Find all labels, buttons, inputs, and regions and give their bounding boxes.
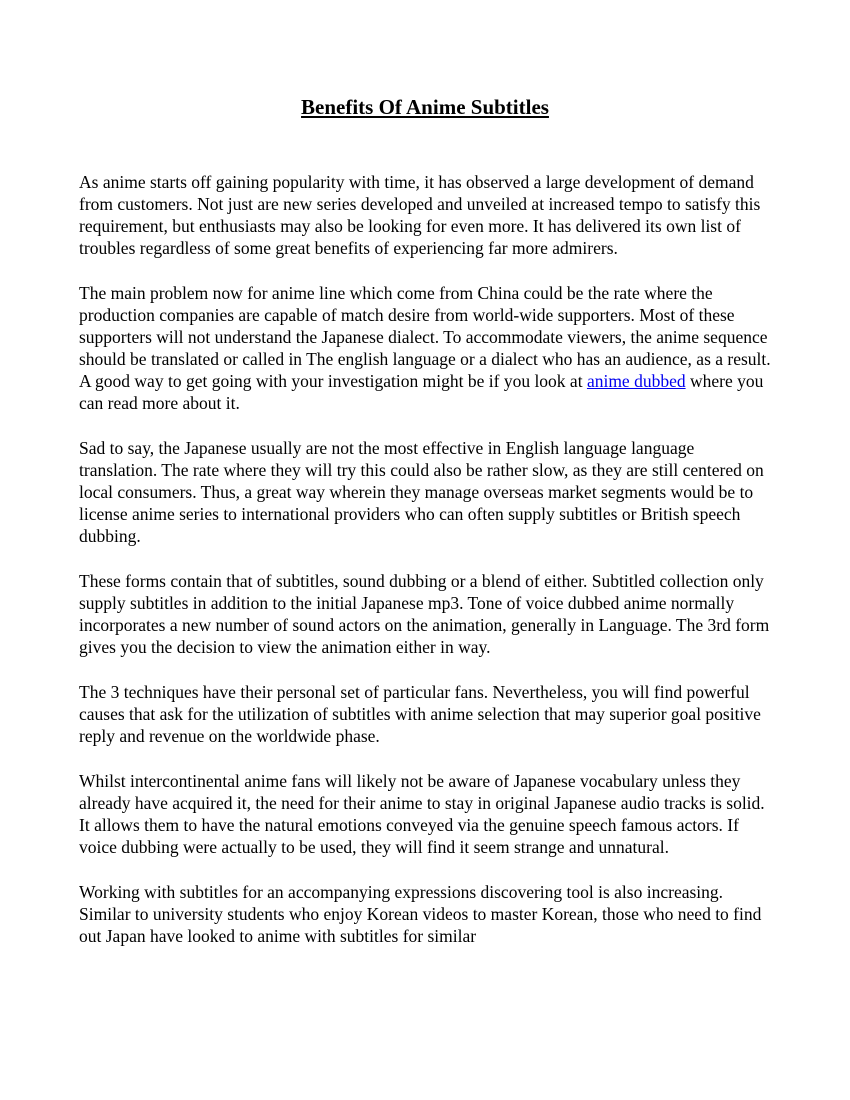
paragraph-main-problem xyxy=(79,282,771,414)
document-title: Benefits Of Anime Subtitles xyxy=(301,95,549,119)
paragraph-intercontinental-fans: Whilst intercontinental anime fans will likely not be aware of Japanese vocabulary unless they already have acquired it, the need for their anime to stay in original Japanese audio tracks is solid. It allows them to have the natural emotions conveyed via the genuine speech famous actors. If voice dubbing were actually to be used, they will find it seem strange and unnatural. xyxy=(79,771,765,857)
paragraph-learning-tool: Working with subtitles for an accompanying expressions discovering tool is also increasing. Similar to university students who enjoy Korean videos to master Korean, those who need to find out Japan have looked to anime with subtitles for similar xyxy=(79,882,762,946)
paragraph-techniques: The 3 techniques have their personal set of particular fans. Nevertheless, you will find powerful causes that ask for the utilization of subtitles with anime selection that may superior goal positive reply and revenue on the worldwide phase. xyxy=(79,682,761,746)
paragraph-forms: These forms contain that of subtitles, sound dubbing or a blend of either. Subtitled collection only supply subtitles in addition to the initial Japanese mp3. Tone of voice dubbed anime normally incorporates a new number of sound actors on the animation, generally in Language. The 3rd form gives you the decision to view the animation either in way. xyxy=(79,571,770,657)
paragraph-translation: Sad to say, the Japanese usually are not the most effective in English language language translation. The rate where they will try this could also be rather slow, as they are still centered on local consumers. Thus, a great way wherein they manage overseas market segments would be to license anime series to international providers who can often supply subtitles or British speech dubbing. xyxy=(79,438,764,546)
paragraph-main-problem-text-before: The main problem now for anime line which come from China could be the rate where the production companies are capable of match desire from world-wide supporters. Most of these supporters will not understand the Japanese dialect. To accommodate viewers, the anime sequence should be translated or called in The english language or a dialect who has an audience, as a result. A good way to get going with your investigation might be if you look at xyxy=(79,283,771,391)
anime-dubbed-link[interactable]: anime dubbed xyxy=(586,371,686,391)
paragraph-main-problem-text-after: where you can read more about it. xyxy=(79,371,764,413)
paragraph-intro: As anime starts off gaining popularity with time, it has observed a large development of demand from customers. Not just are new series developed and unveiled at increased tempo to satisfy this requirement, but enthusiasts may also be looking for even more. It has delivered its own list of troubles regardless of some great benefits of experiencing far more admirers. xyxy=(79,172,761,258)
